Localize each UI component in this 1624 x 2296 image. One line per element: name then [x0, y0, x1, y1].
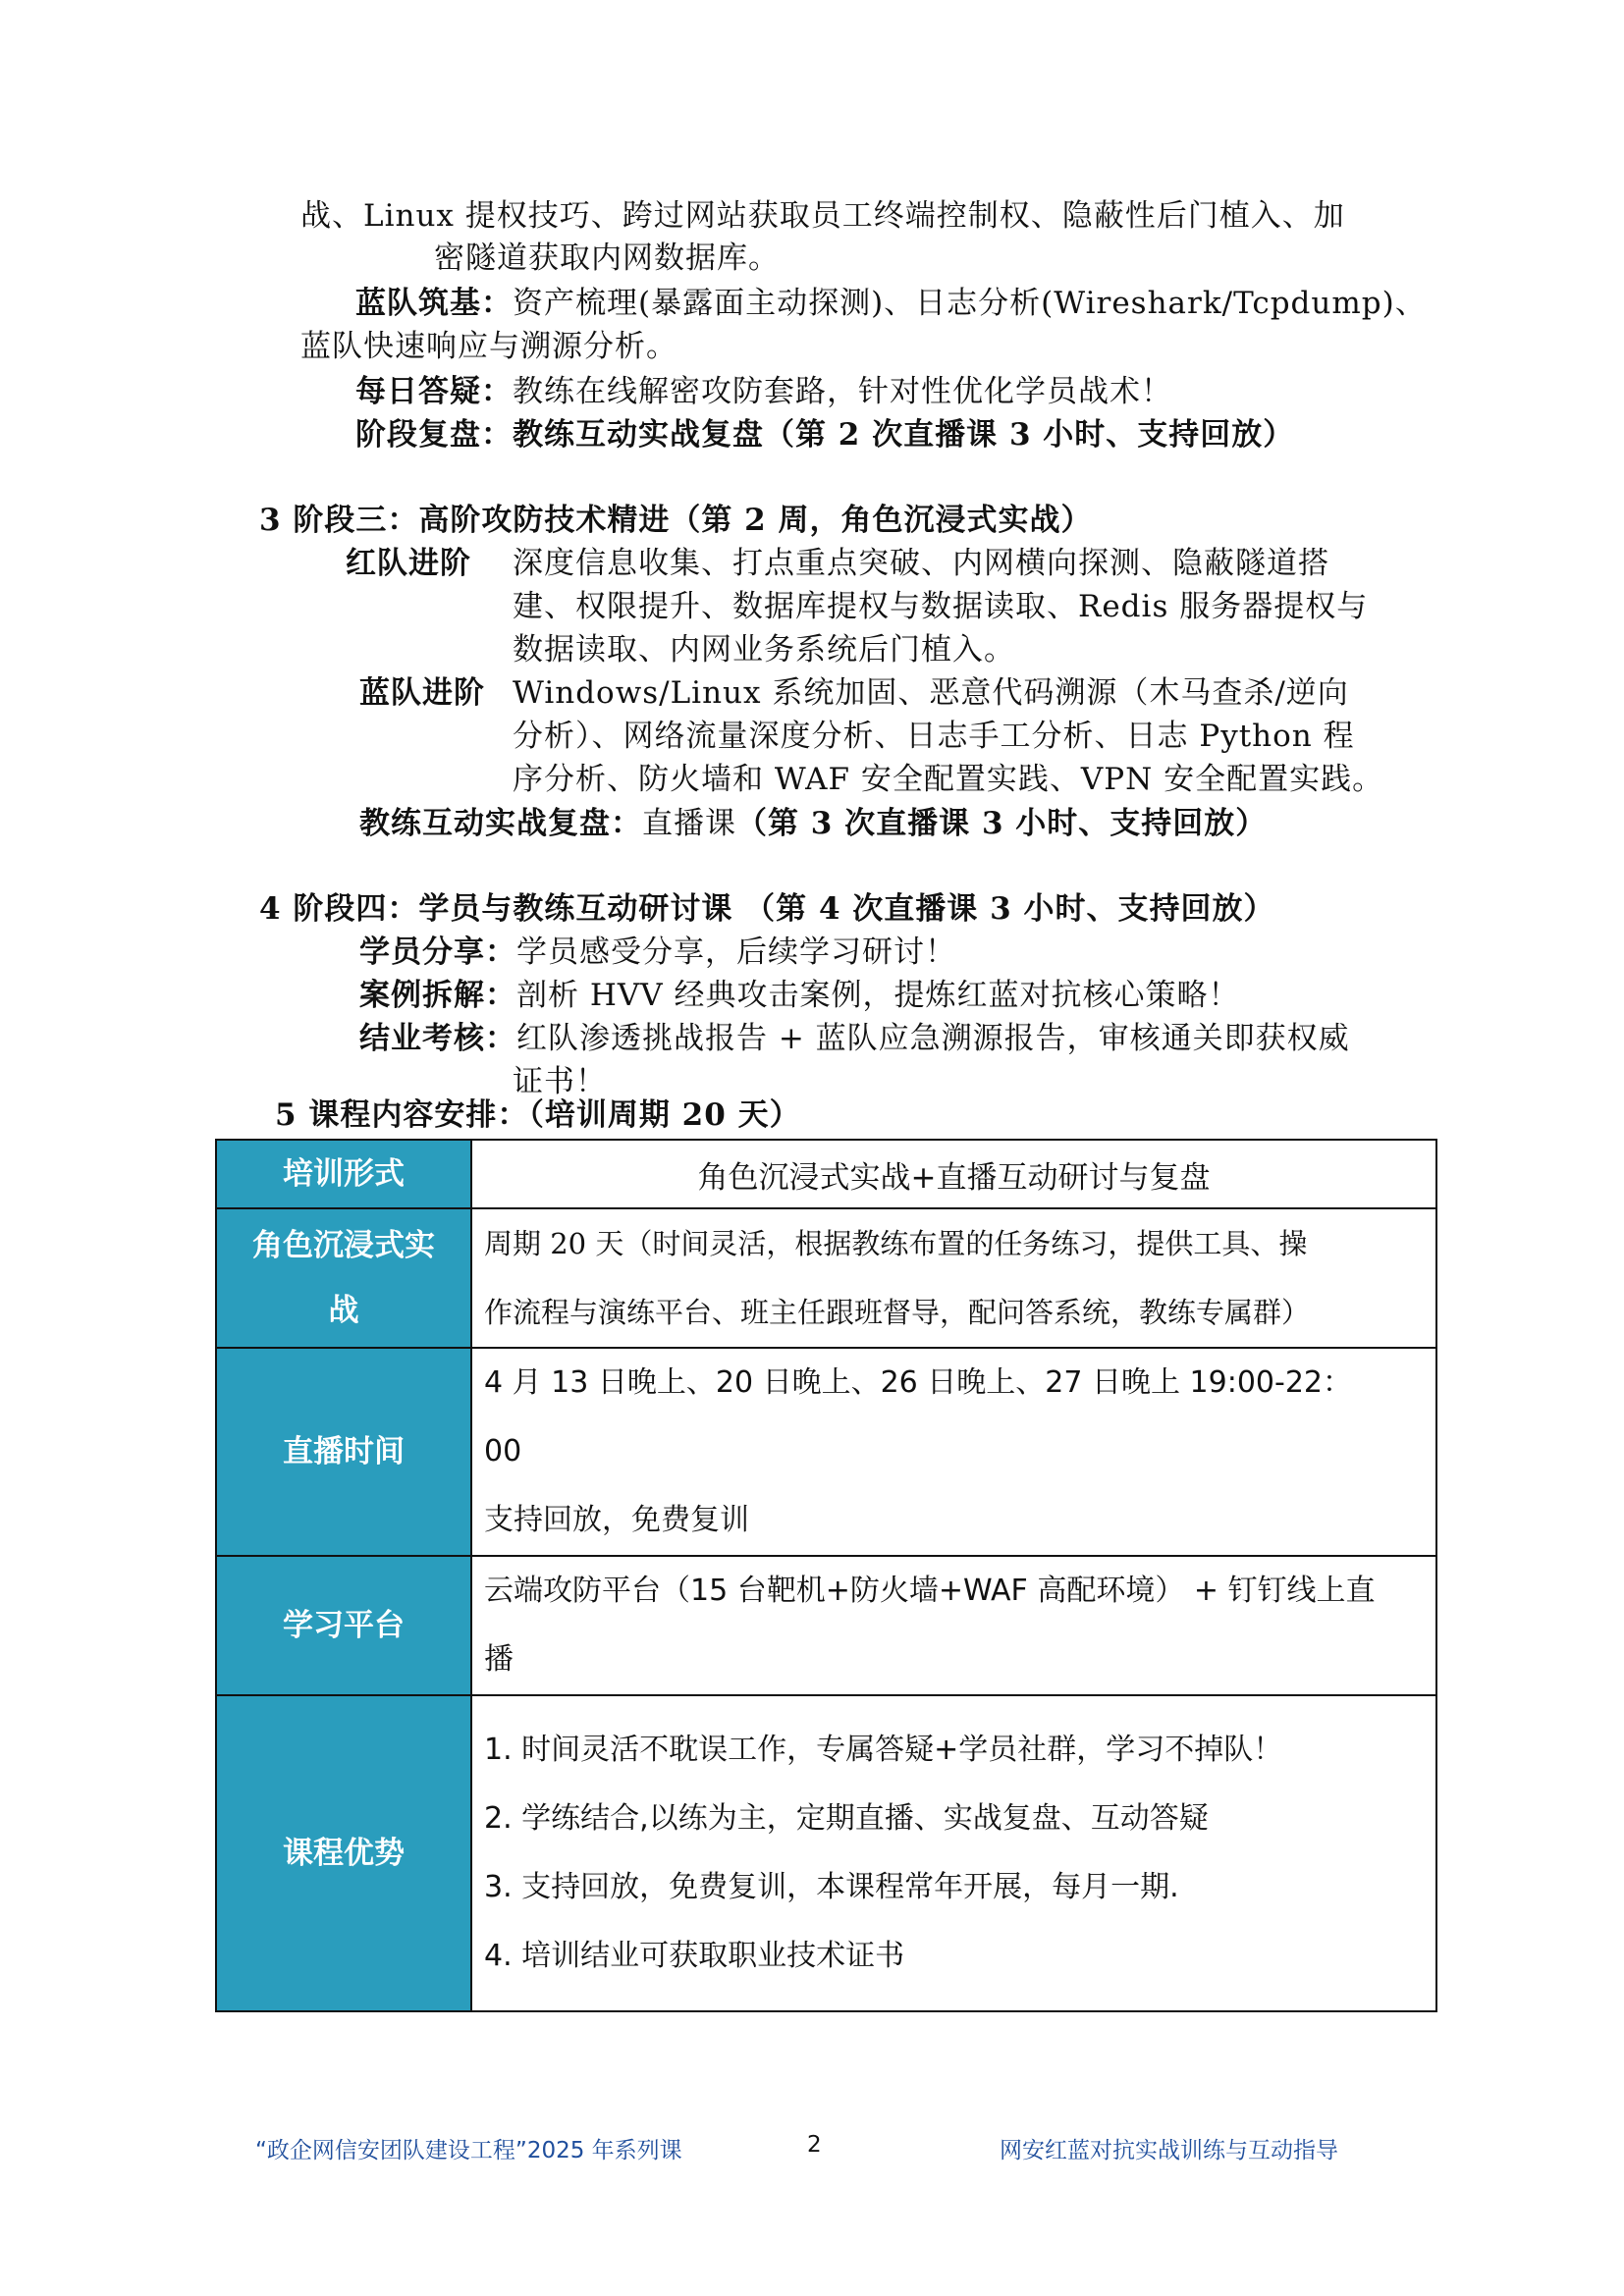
advantage-item: 2. 学练结合,以练为主，定期直播、实战复盘、互动答疑 [484, 1801, 1209, 1836]
platform-line-2: 播 [484, 1642, 514, 1677]
case-study-label: 案例拆解： [359, 978, 516, 1013]
coach-review-line [359, 802, 1267, 845]
platform-line-1: 云端攻防平台（15 台靶机+防火墙+WAF 高配环境） + 钉钉线上直 [484, 1574, 1376, 1608]
advantage-label: 课程优势 [216, 1695, 471, 2011]
footer-series-title: “政企网信安团队建设工程”2025 年系列课 [255, 2138, 682, 2163]
stage3-heading: 3 阶段三：高阶攻防技术精进（第 2 周，角色沉浸式实战） [259, 503, 1093, 538]
red-advance-line-3: 数据读取、内网业务系统后门植入。 [513, 632, 1015, 667]
blue-foundation-text: 资产梳理(暴露面主动探测)、日志分析(Wireshark/Tcpdump)、 [513, 286, 1427, 321]
footer-course-title: 网安红蓝对抗实战训练与互动指导 [1000, 2138, 1338, 2163]
section5-heading: 5 课程内容安排：（培训周期 20 天） [275, 1097, 801, 1133]
case-study-text: 剖析 HVV 经典攻击案例，提炼红蓝对抗核心策略！ [516, 978, 1240, 1013]
immersive-label-line-2: 战 [328, 1293, 359, 1328]
immersive-value [471, 1208, 1436, 1348]
stage-review-line [355, 413, 1294, 456]
live-time-label: 直播时间 [216, 1348, 471, 1556]
table-row [216, 1556, 1436, 1695]
final-exam-line-2: 证书！ [513, 1064, 607, 1099]
page-number: 2 [807, 2132, 822, 2158]
red-advance-line-1: 深度信息收集、打点重点突破、内网横向探测、隐蔽隧道搭 [513, 546, 1329, 581]
final-exam-line [359, 1017, 1350, 1060]
table-row [216, 1348, 1436, 1556]
daily-qa-text: 教练在线解密攻防套路，针对性优化学员战术！ [513, 374, 1172, 409]
red-advance-line-2: 建、权限提升、数据库提权与数据读取、Redis 服务器提权与 [513, 589, 1369, 624]
platform-label: 学习平台 [216, 1556, 471, 1695]
blue-foundation-line-1 [355, 282, 1427, 325]
course-schedule-table [215, 1139, 1437, 2012]
intro-line-2: 密隧道获取内网数据库。 [434, 240, 780, 276]
advantage-item: 3. 支持回放，免费复训，本课程常年开展，每月一期. [484, 1870, 1179, 1904]
blue-foundation-line-2: 蓝队快速响应与溯源分析。 [300, 329, 677, 364]
live-time-line-3: 支持回放，免费复训 [484, 1503, 749, 1537]
blue-foundation-label: 蓝队筑基： [355, 286, 513, 321]
platform-value [471, 1556, 1436, 1695]
advantage-value [471, 1695, 1436, 2011]
table-row [216, 1140, 1436, 1208]
stage4-heading: 4 阶段四：学员与教练互动研讨课 （第 4 次直播课 3 小时、支持回放） [259, 891, 1275, 927]
immersive-value-line-1: 周期 20 天（时间灵活，根据教练布置的任务练习，提供工具、操 [484, 1227, 1308, 1260]
intro-line-1: 战、Linux 提权技巧、跨过网站获取员工终端控制权、隐蔽性后门植入、加 [300, 198, 1345, 234]
blue-advance-label: 蓝队进阶 [359, 675, 485, 711]
final-exam-label: 结业考核： [359, 1021, 516, 1056]
training-form-value: 角色沉浸式实战+直播互动研讨与复盘 [471, 1140, 1436, 1208]
table-row [216, 1208, 1436, 1348]
table-row [216, 1695, 1436, 2011]
immersive-value-line-2: 作流程与演练平台、班主任跟班督导，配问答系统，教练专属群） [484, 1296, 1311, 1329]
stage-review-label: 阶段复盘： [355, 417, 513, 453]
blue-advance-line-1: Windows/Linux 系统加固、恶意代码溯源（木马查杀/逆向 [513, 675, 1349, 711]
training-form-label: 培训形式 [216, 1140, 471, 1208]
coach-review-plain: 直播课 [642, 806, 736, 841]
live-time-line-2: 00 [484, 1434, 522, 1468]
red-advance-label: 红队进阶 [346, 546, 471, 581]
final-exam-text: 红队渗透挑战报告 + 蓝队应急溯源报告，审核通关即获权威 [516, 1021, 1350, 1056]
student-share-label: 学员分享： [359, 934, 516, 970]
case-study-line [359, 974, 1240, 1017]
daily-qa-label: 每日答疑： [355, 374, 513, 409]
live-time-value [471, 1348, 1436, 1556]
advantage-item: 1. 时间灵活不耽误工作，专属答疑+学员社群，学习不掉队！ [484, 1733, 1283, 1767]
immersive-label [216, 1208, 471, 1348]
student-share-text: 学员感受分享，后续学习研讨！ [516, 934, 956, 970]
blue-advance-line-3: 序分析、防火墙和 WAF 安全配置实践、VPN 安全配置实践。 [513, 762, 1384, 797]
live-time-line-1: 4 月 13 日晚上、20 日晚上、26 日晚上、27 日晚上 19:00-22： [484, 1365, 1352, 1400]
advantage-item: 4. 培训结业可获取职业技术证书 [484, 1939, 905, 1973]
coach-review-bold: （第 3 次直播课 3 小时、支持回放） [736, 806, 1268, 841]
student-share-line [359, 931, 956, 974]
blue-advance-line-2: 分析）、网络流量深度分析、日志手工分析、日志 Python 程 [513, 719, 1355, 754]
coach-review-label: 教练互动实战复盘： [359, 806, 642, 841]
daily-qa-line [355, 370, 1172, 413]
immersive-label-line-1: 角色沉浸式实 [252, 1228, 435, 1263]
stage-review-text: 教练互动实战复盘（第 2 次直播课 3 小时、支持回放） [513, 417, 1295, 453]
